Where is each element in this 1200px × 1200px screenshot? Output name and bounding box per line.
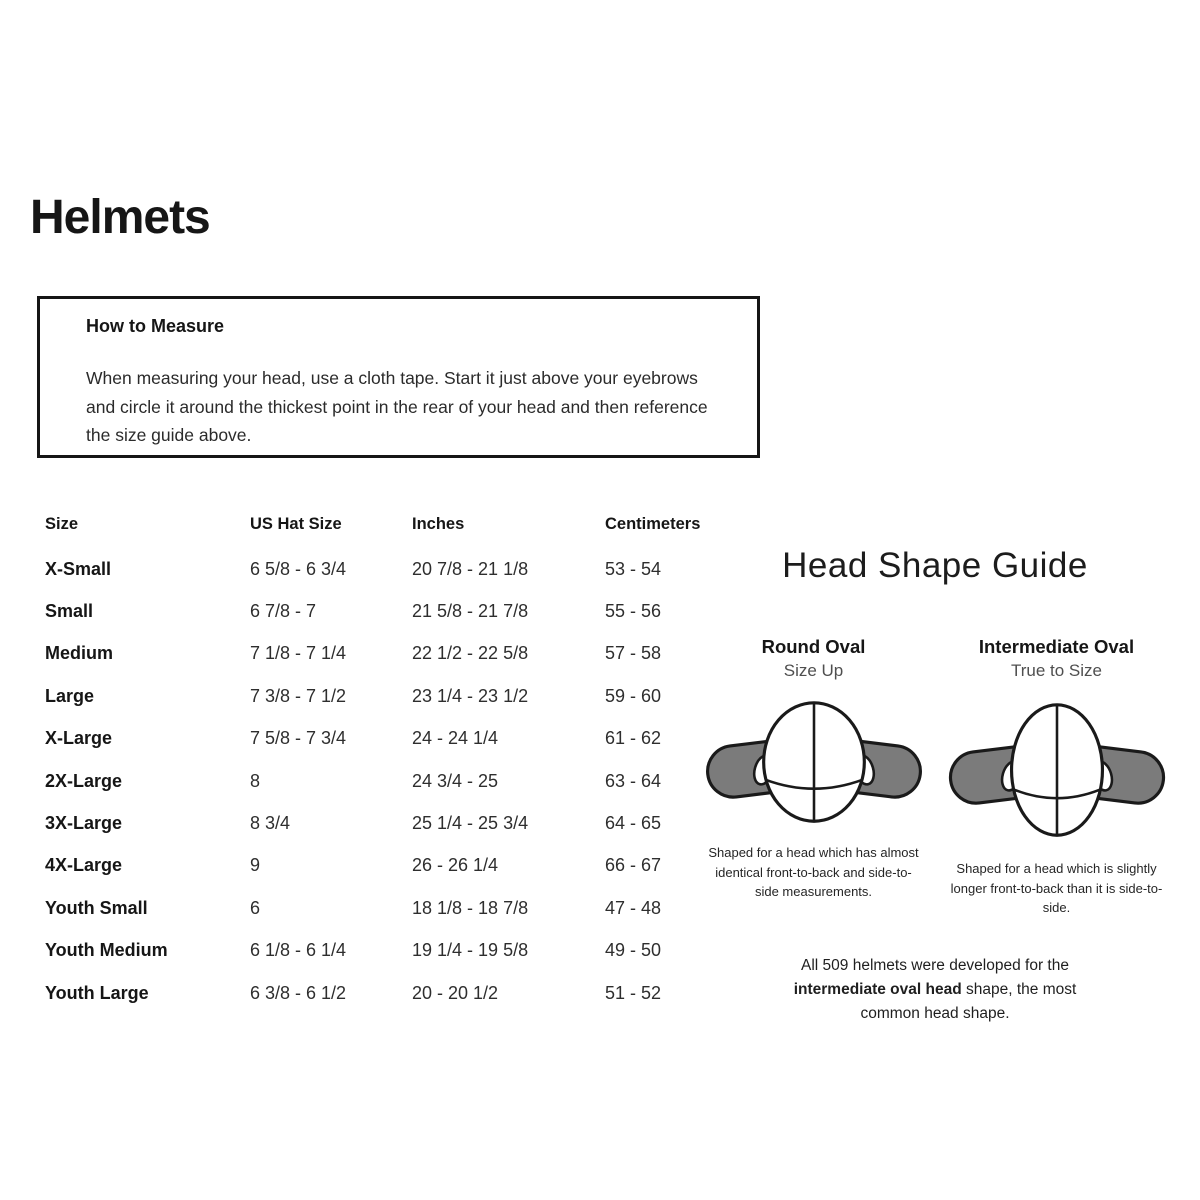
shape-name: Round Oval [761, 636, 866, 657]
size-cell: X-Small [45, 558, 112, 579]
shape-name: Intermediate Oval [978, 636, 1135, 657]
column-header-size: Size [45, 514, 79, 533]
hat-size-cell: 6 5/8 - 6 3/4 [250, 558, 347, 579]
measure-box-body: When measuring your head, use a cloth tape. Start it just above your eyebrows and circle it around the thickest point in the rear of your head and then reference the size guide above. [86, 368, 708, 445]
inches-cell: 18 1/8 - 18 7/8 [412, 897, 529, 918]
table-row [45, 548, 735, 590]
table-header-row [45, 510, 735, 538]
centimeters-cell: 59 - 60 [605, 685, 662, 706]
hat-size-cell: 6 1/8 - 6 1/4 [250, 940, 347, 961]
hat-size-cell: 8 [250, 770, 261, 791]
page-title: Helmets [30, 191, 210, 244]
hat-size-cell: 7 3/8 - 7 1/2 [250, 685, 347, 706]
centimeters-cell: 63 - 64 [605, 770, 662, 791]
round-oval-head-diagram [705, 687, 923, 839]
head-shape-guide-title: Head Shape Guide [782, 546, 1088, 585]
inches-cell: 20 - 20 1/2 [412, 982, 499, 1003]
table-row [45, 887, 735, 929]
inches-cell: 26 - 26 1/4 [412, 855, 499, 876]
note-bold: intermediate oval head [793, 980, 962, 998]
centimeters-cell: 51 - 52 [605, 982, 662, 1003]
table-row [45, 675, 735, 717]
centimeters-cell: 49 - 50 [605, 940, 662, 961]
hat-size-cell: 6 7/8 - 7 [250, 601, 317, 622]
inches-cell: 20 7/8 - 21 1/8 [412, 558, 529, 579]
size-cell: 4X-Large [45, 855, 123, 876]
size-table [45, 510, 735, 1014]
how-to-measure-box [37, 296, 760, 458]
table-row [45, 972, 735, 1014]
inches-cell: 19 1/4 - 19 5/8 [412, 940, 529, 961]
table-row [45, 760, 735, 802]
table-row [45, 590, 735, 632]
head-shape-columns [700, 636, 1170, 918]
table-row [45, 718, 735, 760]
round-oval-column [700, 636, 927, 918]
centimeters-cell: 55 - 56 [605, 601, 662, 622]
hat-size-cell: 8 3/4 [250, 813, 291, 834]
size-cell: Large [45, 685, 95, 706]
size-cell: Youth Small [45, 897, 148, 918]
inches-cell: 24 3/4 - 25 [412, 770, 499, 791]
table-row [45, 845, 735, 887]
inches-cell: 24 - 24 1/4 [412, 728, 499, 749]
head-shape-guide [700, 546, 1170, 1026]
size-cell: Small [45, 601, 94, 622]
size-cell: 2X-Large [45, 770, 123, 791]
hat-size-cell: 6 3/8 - 6 1/2 [250, 982, 347, 1003]
centimeters-cell: 53 - 54 [605, 558, 662, 579]
shape-description: Shaped for a head which has almost identical front-to-back and side-to-side measurements. [708, 845, 919, 899]
hat-size-cell: 7 1/8 - 7 1/4 [250, 643, 347, 664]
size-cell: X-Large [45, 728, 113, 749]
table-row [45, 633, 735, 675]
size-cell: 3X-Large [45, 813, 123, 834]
note-prefix: All 509 helmets were developed for the [801, 956, 1069, 974]
intermediate-oval-column [943, 636, 1170, 918]
centimeters-cell: 64 - 65 [605, 813, 662, 834]
column-header-centimeters: Centimeters [605, 514, 701, 533]
centimeters-cell: 66 - 67 [605, 855, 662, 876]
centimeters-cell: 47 - 48 [605, 897, 662, 918]
hat-size-cell: 9 [250, 855, 261, 876]
size-cell: Youth Large [45, 982, 149, 1003]
inches-cell: 25 1/4 - 25 3/4 [412, 813, 529, 834]
helmet-development-note [776, 954, 1094, 1026]
inches-cell: 23 1/4 - 23 1/2 [412, 685, 529, 706]
size-cell: Medium [45, 643, 114, 664]
measure-box-title: How to Measure [86, 316, 225, 336]
note-suffix: shape, the most common head shape. [860, 980, 1077, 1022]
shape-description: Shaped for a head which is slightly longer front-to-back than it is side-to-side. [950, 861, 1163, 915]
table-row [45, 802, 735, 844]
intermediate-oval-head-diagram [948, 687, 1166, 855]
column-header-inches: Inches [412, 514, 465, 533]
shape-fit-advice: Size Up [783, 661, 844, 680]
centimeters-cell: 61 - 62 [605, 728, 662, 749]
column-header-us-hat-size: US Hat Size [250, 514, 342, 533]
table-row [45, 930, 735, 972]
shape-fit-advice: True to Size [1010, 661, 1103, 680]
inches-cell: 22 1/2 - 22 5/8 [412, 643, 529, 664]
hat-size-cell: 7 5/8 - 7 3/4 [250, 728, 347, 749]
centimeters-cell: 57 - 58 [605, 643, 662, 664]
hat-size-cell: 6 [250, 897, 261, 918]
inches-cell: 21 5/8 - 21 7/8 [412, 601, 529, 622]
size-cell: Youth Medium [45, 940, 168, 961]
